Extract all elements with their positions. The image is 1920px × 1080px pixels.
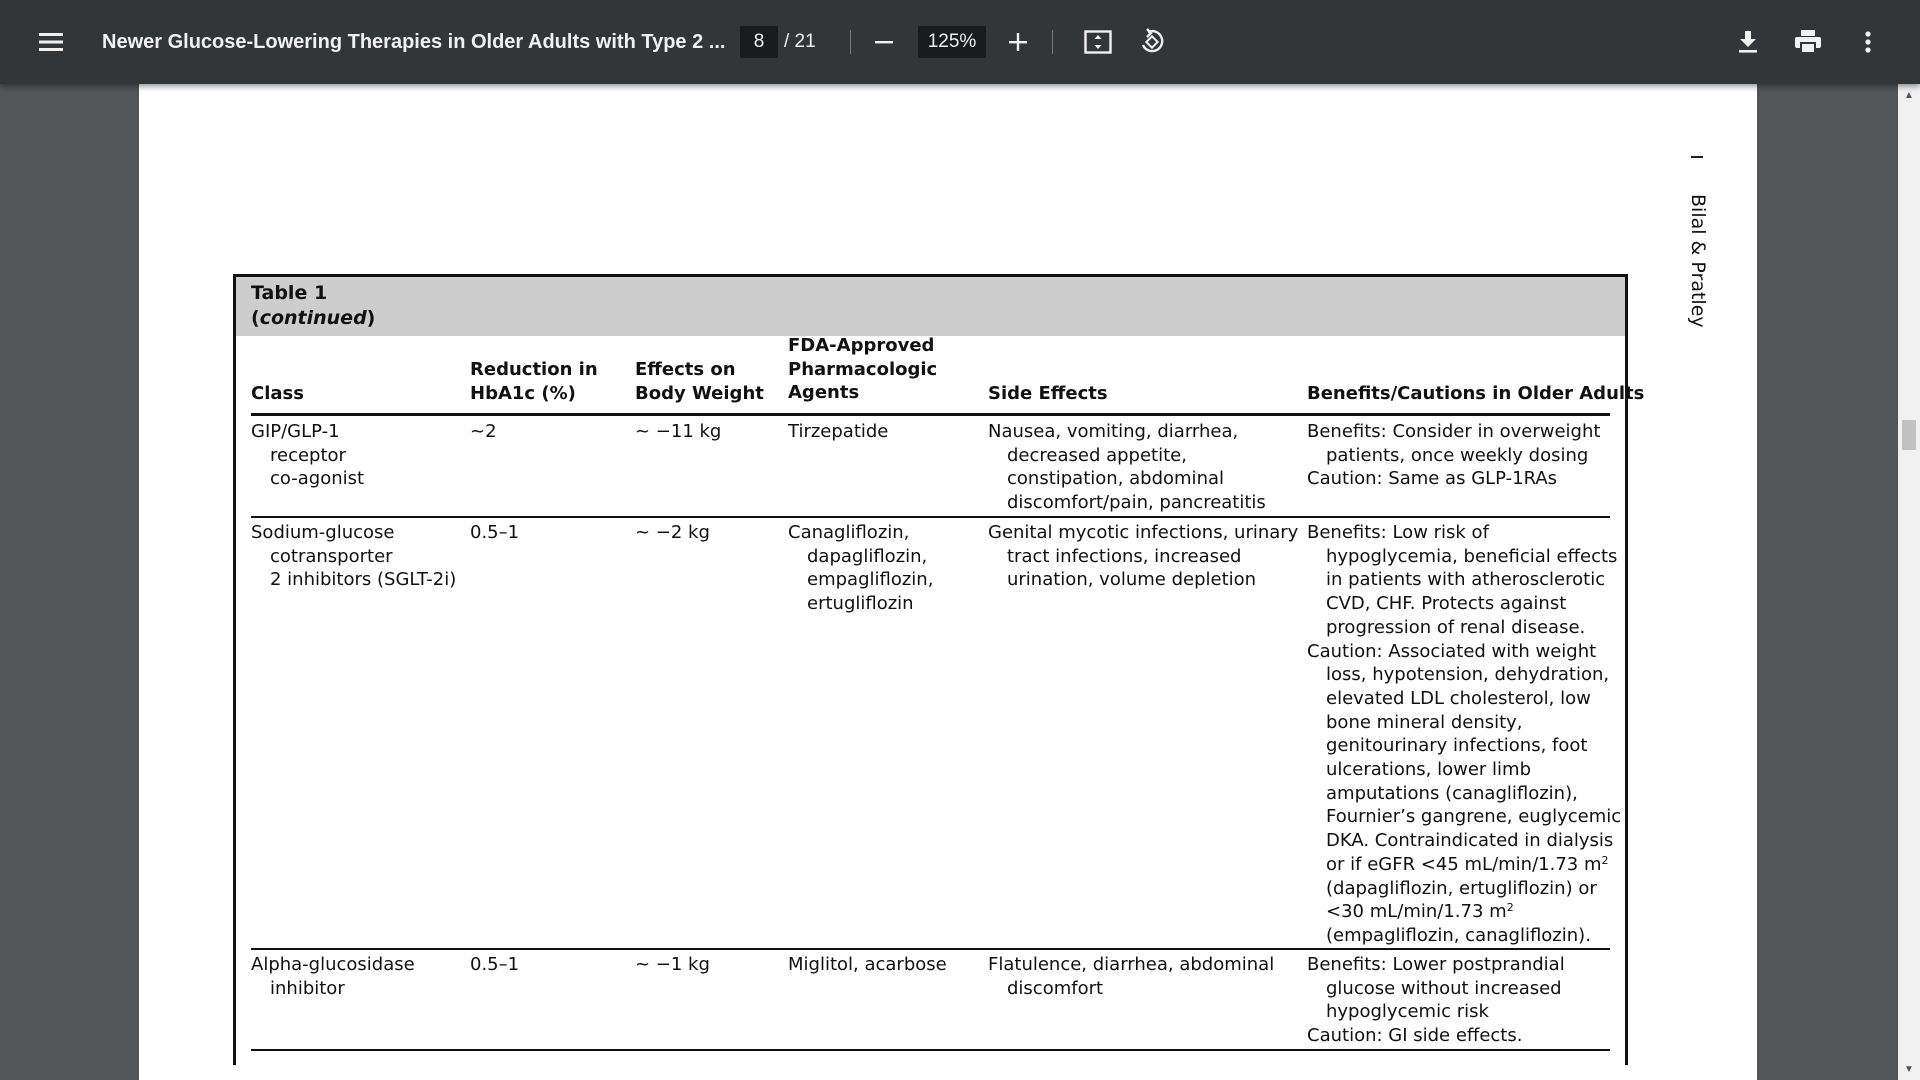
page-number-input[interactable]: 8 bbox=[740, 26, 778, 58]
table-cell-reduction: 0.5–1 bbox=[470, 954, 520, 975]
zoom-out-button[interactable] bbox=[864, 0, 904, 84]
row-rule bbox=[251, 516, 1610, 518]
toolbar-divider bbox=[850, 30, 851, 54]
table-cell-class: Alpha-glucosidase inhibitor bbox=[251, 954, 415, 999]
table-cell-agents: Miglitol, acarbose bbox=[788, 954, 947, 975]
fit-page-button[interactable] bbox=[1078, 0, 1118, 84]
header-side-effects: Side Effects bbox=[988, 383, 1108, 404]
table-cell-reduction: ~2 bbox=[470, 421, 497, 442]
table-cell-benefits: Benefits: Consider in overweight patients, once weekly dosing Caution: Same as GLP-1RAs bbox=[1307, 421, 1601, 490]
rotate-icon bbox=[1138, 28, 1166, 56]
toolbar-divider bbox=[1052, 30, 1053, 54]
scroll-up-arrow-icon[interactable]: ▲ bbox=[1904, 89, 1914, 101]
table-cell-benefits: Benefits: Lower postprandial glucose without increased hypoglycemic risk Caution: GI side effects. bbox=[1307, 954, 1565, 1047]
table-1 bbox=[233, 274, 1645, 1065]
page-total: / 21 bbox=[784, 31, 816, 52]
menu-button[interactable] bbox=[30, 0, 72, 84]
header-class: Class bbox=[251, 383, 304, 404]
download-button[interactable] bbox=[1728, 0, 1768, 84]
rotate-button[interactable] bbox=[1132, 0, 1172, 84]
menu-icon bbox=[38, 32, 64, 52]
table-cell-reduction: 0.5–1 bbox=[470, 522, 520, 543]
table-cell-agents: Tirzepatide bbox=[788, 421, 889, 442]
row-rule bbox=[251, 948, 1610, 950]
header-rule bbox=[251, 413, 1610, 416]
header-body-weight: Effects on Body Weight bbox=[635, 359, 764, 404]
table-bottom-rule bbox=[251, 1049, 1610, 1051]
scroll-thumb[interactable] bbox=[1902, 420, 1916, 450]
zoom-out-icon bbox=[873, 31, 895, 53]
vertical-scrollbar[interactable] bbox=[1898, 84, 1920, 1080]
table-cell-side-effects: Nausea, vomiting, diarrhea, decreased appetite, constipation, abdominal discomfort/pain, pancreatitis bbox=[988, 421, 1266, 514]
table-cell-agents: Canagliflozin, dapagliflozin, empagliflozin, ertugliflozin bbox=[788, 522, 934, 615]
table-caption-title: Table 1 bbox=[251, 282, 328, 304]
scroll-down-arrow-icon[interactable]: ▼ bbox=[1904, 1063, 1914, 1075]
pdf-toolbar bbox=[0, 0, 1920, 84]
table-cell-class: GIP/GLP-1 receptor co-agonist bbox=[251, 421, 365, 490]
print-icon bbox=[1794, 29, 1822, 55]
table-cell-side-effects: Genital mycotic infections, urinary tract infections, increased urination, volume depletion bbox=[988, 522, 1299, 591]
table-cell-side-effects: Flatulence, diarrhea, abdominal discomfort bbox=[988, 954, 1275, 999]
fit-page-icon bbox=[1084, 30, 1112, 54]
table-cell-weight: ~ −11 kg bbox=[635, 421, 722, 442]
zoom-level-input[interactable]: 125% bbox=[918, 26, 986, 58]
page-edge-mark bbox=[1691, 150, 1703, 158]
print-button[interactable] bbox=[1788, 0, 1828, 84]
table-caption bbox=[236, 277, 1625, 336]
table-cell-benefits: Benefits: Low risk of hypoglycemia, beneficial effects in patients with atherosclerotic CVD, CHF. Protects against progression of renal disease. Caution: Associated with weight loss, hypotension, dehydration, elevated LDL cholesterol, low bone mineral density, genitourinary infections, foot ulcerations, lower limb amputations (canagliflozin), Fournier’s gangrene, euglycemic DKA. Contraindicated in dialysis or if eGFR <45 mL/min/1.73 $m^2$ (dapagliflozin, ertugliflozin) or <30 mL/min/1.73 $m^2$ (empagliflozin, canagliflozin). bbox=[1307, 522, 1622, 946]
more-vert-icon bbox=[1864, 30, 1872, 54]
header-reduction: Reduction in HbA1c (%) bbox=[470, 359, 598, 404]
pdf-page bbox=[139, 84, 1757, 1080]
table-caption-continued: (continued) bbox=[251, 307, 376, 329]
more-options-button[interactable] bbox=[1848, 0, 1888, 84]
running-header: Bilal & Pratley bbox=[1687, 194, 1709, 328]
table-cell-weight: ~ −1 kg bbox=[635, 954, 710, 975]
zoom-in-icon bbox=[1007, 31, 1029, 53]
document-title: Newer Glucose-Lowering Therapies in Older Adults with Type 2 ... bbox=[102, 30, 726, 53]
zoom-in-button[interactable] bbox=[998, 0, 1038, 84]
table-cell-class: Sodium-glucose cotransporter 2 inhibitors (SGLT-2i) bbox=[251, 522, 457, 591]
download-icon bbox=[1737, 30, 1759, 54]
header-benefits: Benefits/Cautions in Older Adults bbox=[1307, 383, 1645, 404]
document-viewer[interactable] bbox=[0, 84, 1898, 1080]
table-cell-weight: ~ −2 kg bbox=[635, 522, 710, 543]
header-agents: FDA-Approved Pharmacologic Agents bbox=[788, 335, 938, 404]
